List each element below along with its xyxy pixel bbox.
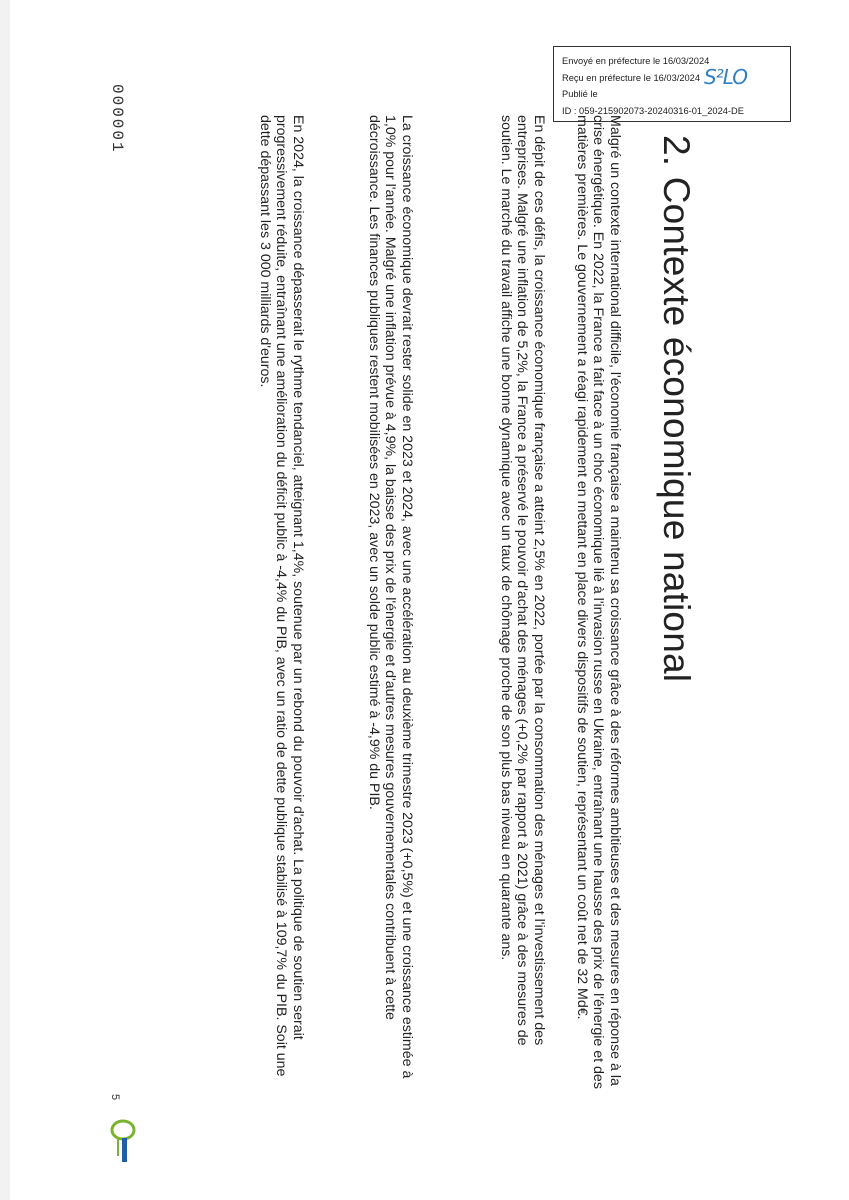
page-number: 5 [109, 1094, 121, 1101]
municipality-logo-icon [109, 1118, 137, 1164]
section-title: 2. Contexte économique national [656, 135, 697, 683]
paragraph-2: En dépit de ces défis, la croissance économique française a atteint 2,5% en 2022, portée par la consommation des ménages et l'investissement des entreprises. Malgré une inflation de 5,2%, la France a préservé le pouvoir d'achat des ménages (+0,2% par rapport à 2021) grâce à des mesures de soutien. Le marché du travail affiche une bonne dynamique avec un taux de chômage proche de son plus bas niveau en quarante ans. [497, 115, 547, 1046]
stamp-sent-line: Envoyé en préfecture le 16/03/2024 [562, 56, 710, 66]
stamp-received-line: Reçu en préfecture le 16/03/2024 [562, 72, 701, 83]
paragraph-4: En 2024, la croissance dépasserait le rythme tendanciel, atteignant 1,4%, soutenue par un rebond du pouvoir d'achat. La politique de soutien serait progressivement réduite, entraînant une amélioration du déficit public à -4,4% du PIB, avec un ratio de dette publique stabilisé à 109,7% du PIB. Soit une dette dépassant les 3 000 milliards d'euros. [256, 115, 306, 1077]
stamp-signature: S²LO [704, 65, 747, 89]
paragraph-3: La croissance économique devrait rester solide en 2023 et 2024, avec une accélération au deuxième trimestre 2023 (+0,5%) et une croissance estimée à 1,0% pour l'année. Malgré une inflation prévue à 4,9%, la baisse des prix de l'énergie et d'autres mesures gouvernementales contribuent à cette décroissance. Les finances publiques restent mobilisées en 2023, avec un solde public estimé à -4,9% du PIB. [365, 115, 415, 1079]
stamp-id-line: ID : 059-215902073-20240316-01_2024-DE [562, 105, 744, 116]
paragraph-1: Malgré un contexte international difficile, l'économie française a maintenu sa croissance grâce à des réformes ambitieuses et des mesures en réponse à la crise énergétique. En 2022, la France a fait face à un choc économique lié à l'invasion russe en Ukraine, entraînant une hausse des prix de l'énergie et des matières premières. Le gouvernement a réagi rapidement en mettant en place divers dispositifs de soutien, représentant un coût net de 32 Md€. [573, 115, 623, 1089]
document-number: 000001 [108, 84, 126, 154]
stamp-published-line: Publié le [562, 89, 598, 99]
